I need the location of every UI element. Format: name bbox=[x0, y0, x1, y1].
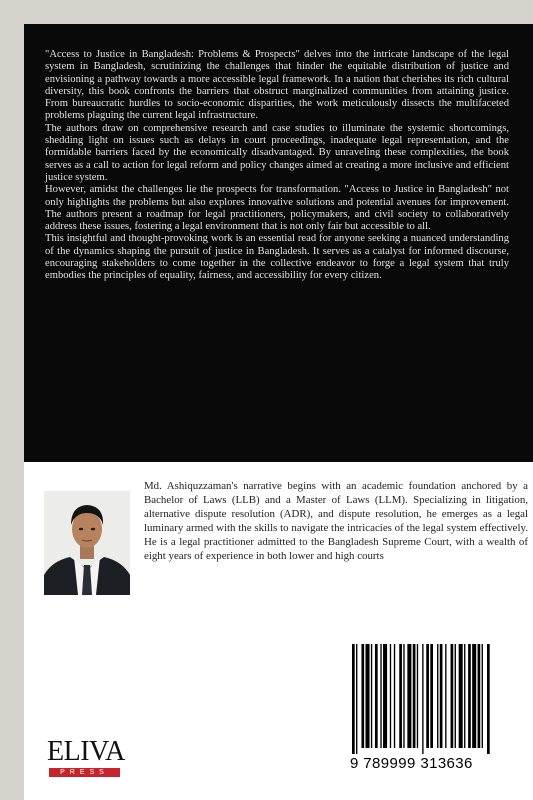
blurb-paragraph: However, amidst the challenges lie the prospects for transformation. "Access to Justice in Bangladesh" not only highlights the problems but also explores innovative solutions and potential avenues for improvement. The authors present a roadmap for legal practitioners, policymakers, and civil society to collaboratively address these issues, fostering a legal environment that is not only fair but accessible to all. bbox=[45, 184, 509, 233]
barcode-bar bbox=[366, 644, 370, 748]
barcode-bar bbox=[482, 644, 483, 748]
publisher-logo-wordmark: ELIVA bbox=[47, 736, 125, 767]
isbn-barcode bbox=[348, 644, 527, 784]
barcode-bar bbox=[361, 644, 364, 748]
blurb-text bbox=[45, 49, 509, 283]
blurb-paragraph: "Access to Justice in Bangladesh: Problems & Prospects" delves into the intricate landscape of the legal system in Bangladesh, scrutinizing the challenges that hinder the equitable distribution of justice and envisioning a pathway towards a more accessible legal framework. In a nation that cherishes its rich cultural diversity, this book confronts the barriers that obstruct marginalized communities from attaining justice. From bureaucratic hurdles to socio-economic disparities, the work meticulously dissects the multifaceted problems plaguing the current legal infrastructure. bbox=[45, 49, 509, 122]
barcode-bar bbox=[380, 644, 381, 748]
author-portrait-image bbox=[44, 491, 130, 595]
barcode-bar bbox=[375, 644, 378, 748]
barcode-bar bbox=[352, 644, 355, 754]
barcode-bar bbox=[399, 644, 402, 748]
isbn-number: 9 789999 313636 bbox=[350, 755, 473, 772]
publisher-logo-subtitle: PRESS bbox=[60, 769, 109, 776]
barcode-bar bbox=[472, 644, 476, 748]
publisher-logo bbox=[47, 736, 125, 783]
barcode-bar bbox=[487, 644, 490, 754]
blurb-paragraph: This insightful and thought-provoking work is an essential read for anyone seeking a nuanced understanding of the dynamics shaping the pursuit of justice in Bangladesh. It serves as a catalyst for informed discourse, encouraging stakeholders to come together in the collective endeavor to forge a legal system that truly embodies the principles of equality, fairness, and accessibility for every citizen. bbox=[45, 233, 509, 282]
barcode-bar bbox=[413, 644, 416, 748]
barcode-bar bbox=[478, 644, 481, 748]
barcode-bar bbox=[417, 644, 418, 748]
barcode-bar bbox=[403, 644, 404, 748]
barcode-bar bbox=[464, 644, 465, 748]
barcode-bar bbox=[426, 644, 429, 748]
blurb-panel bbox=[24, 24, 533, 462]
author-bio: Md. Ashiquzzaman's narrative begins with an academic foundation anchored by a Bachelor of Laws (LLB) and a Master of Laws (LLM). Specializing in litigation, alternative dispute resolution (ADR), and dispute resolution, he emerges as a legal luminary armed with the skills to navigate the intricacies of the legal system effectively. He is a legal practitioner admitted to the Bangladesh Supreme Court, with a wealth of eight years of experience in both lower and high courts bbox=[144, 480, 528, 563]
barcode-bar bbox=[407, 644, 411, 748]
barcode-bar bbox=[445, 644, 446, 748]
author-photo bbox=[44, 491, 130, 595]
barcode-bar bbox=[437, 644, 438, 748]
barcode-bar bbox=[394, 644, 395, 748]
blurb-paragraph: The authors draw on comprehensive research and case studies to illuminate the systemic shortcomings, shedding light on issues such as delays in court proceedings, inadequate legal representation, and the formidable barriers faced by the economically disadvantaged. By unraveling these complexities, the book serves as a call to action for legal reform and policy changes aimed at creating a more inclusive and efficient justice system. bbox=[45, 122, 509, 183]
barcode-bars bbox=[348, 644, 527, 754]
barcode-bar bbox=[390, 644, 391, 748]
barcode-bar bbox=[430, 644, 433, 748]
barcode-bar bbox=[459, 644, 463, 748]
barcode-bar bbox=[440, 644, 443, 748]
barcode-bar bbox=[383, 644, 387, 748]
barcode-bar bbox=[468, 644, 471, 748]
barcode-bar bbox=[455, 644, 456, 748]
barcode-bar bbox=[371, 644, 372, 748]
barcode-bar bbox=[422, 644, 423, 754]
barcode-bar bbox=[451, 644, 454, 748]
barcode-bar bbox=[356, 644, 357, 754]
book-back-cover bbox=[24, 24, 533, 800]
